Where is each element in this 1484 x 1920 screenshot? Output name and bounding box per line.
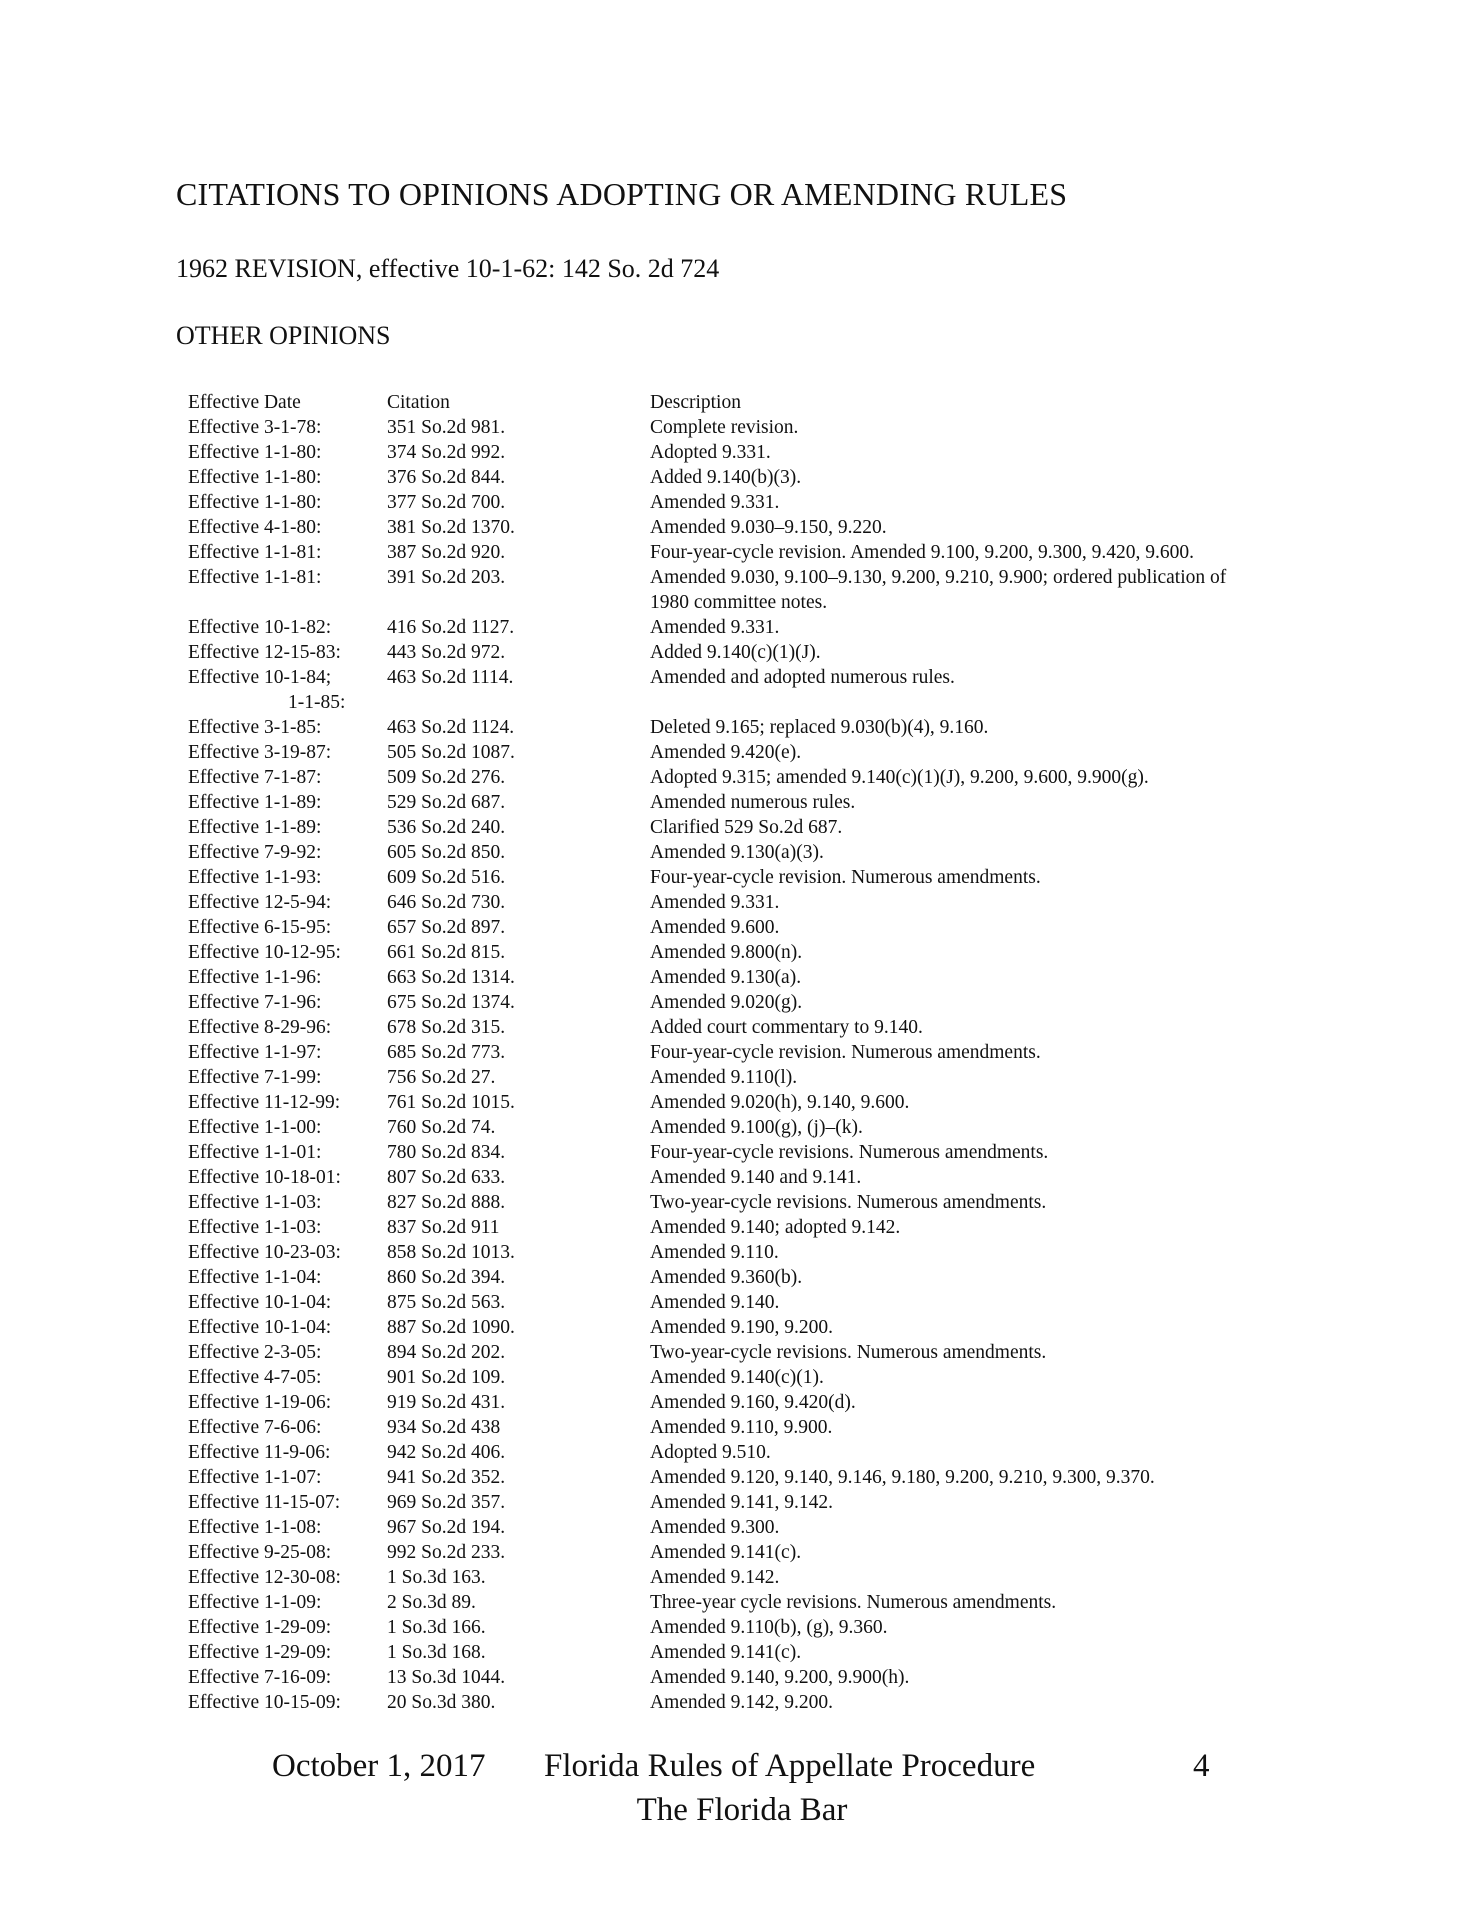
table-row [188, 940, 1348, 965]
cell-description: Four-year-cycle revisions. Numerous amendments. [650, 1142, 1049, 1163]
header-description: Description [650, 392, 741, 413]
cell-description: Amended 9.110(l). [650, 1067, 798, 1088]
cell-effective-date: Effective 1-29-09: [188, 1617, 332, 1638]
cell-description: Added 9.140(b)(3). [650, 467, 802, 488]
table-row [188, 1340, 1348, 1365]
cell-effective-date: Effective 1-1-00: [188, 1117, 322, 1138]
table-row [188, 415, 1348, 440]
cell-description: Amended numerous rules. [650, 792, 856, 813]
cell-description: Amended 9.141, 9.142. [650, 1492, 834, 1513]
cell-effective-date: Effective 7-6-06: [188, 1417, 322, 1438]
cell-description: Amended 9.030–9.150, 9.220. [650, 517, 887, 538]
cell-description: Four-year-cycle revision. Numerous amendments. [650, 867, 1041, 888]
table-row [188, 840, 1348, 865]
cell-citation: 894 So.2d 202. [387, 1342, 506, 1363]
table-row [188, 1415, 1348, 1440]
table-row [188, 790, 1348, 815]
table-row [188, 1640, 1348, 1665]
table-row [188, 465, 1348, 490]
cell-description-continued: 1980 committee notes. [650, 592, 828, 613]
table-row [188, 515, 1348, 540]
cell-effective-date: Effective 1-1-03: [188, 1217, 322, 1238]
cell-description: Amended 9.120, 9.140, 9.146, 9.180, 9.200, 9.210, 9.300, 9.370. [650, 1467, 1155, 1488]
table-row [188, 715, 1348, 740]
table-row [188, 815, 1348, 840]
cell-effective-date: Effective 4-1-80: [188, 517, 322, 538]
cell-citation: 780 So.2d 834. [387, 1142, 506, 1163]
cell-effective-date: Effective 10-1-84; [188, 667, 332, 688]
cell-description: Amended 9.800(n). [650, 942, 803, 963]
cell-description: Added 9.140(c)(1)(J). [650, 642, 821, 663]
table-row [188, 1390, 1348, 1415]
cell-citation: 657 So.2d 897. [387, 917, 506, 938]
cell-citation: 509 So.2d 276. [387, 767, 506, 788]
cell-citation: 605 So.2d 850. [387, 842, 506, 863]
table-row [188, 1215, 1348, 1240]
table-row [188, 440, 1348, 465]
cell-effective-date: Effective 1-1-89: [188, 817, 322, 838]
cell-effective-date: Effective 10-23-03: [188, 1242, 341, 1263]
cell-citation: 807 So.2d 633. [387, 1167, 506, 1188]
cell-effective-date: Effective 1-1-81: [188, 567, 322, 588]
cell-effective-date: Effective 9-25-08: [188, 1542, 332, 1563]
cell-description: Amended 9.142. [650, 1567, 780, 1588]
table-row [188, 1040, 1348, 1065]
table-row [188, 665, 1348, 690]
table-row [188, 640, 1348, 665]
cell-effective-date: Effective 7-1-99: [188, 1067, 322, 1088]
cell-citation: 678 So.2d 315. [387, 1017, 506, 1038]
cell-description: Amended 9.130(a). [650, 967, 802, 988]
cell-citation: 942 So.2d 406. [387, 1442, 506, 1463]
cell-effective-date: Effective 12-5-94: [188, 892, 332, 913]
citations-table [188, 390, 1348, 1715]
cell-description: Amended 9.360(b). [650, 1267, 803, 1288]
cell-description: Amended 9.140(c)(1). [650, 1367, 824, 1388]
table-row [188, 1115, 1348, 1140]
table-row [188, 965, 1348, 990]
table-row [188, 865, 1348, 890]
cell-description: Adopted 9.510. [650, 1442, 771, 1463]
cell-citation: 661 So.2d 815. [387, 942, 506, 963]
cell-description: Amended 9.140; adopted 9.142. [650, 1217, 901, 1238]
cell-citation: 529 So.2d 687. [387, 792, 506, 813]
cell-description: Amended 9.020(g). [650, 992, 803, 1013]
table-row [188, 1090, 1348, 1115]
cell-citation: 463 So.2d 1124. [387, 717, 515, 738]
cell-description: Amended 9.130(a)(3). [650, 842, 824, 863]
cell-description: Amended 9.331. [650, 617, 780, 638]
cell-effective-date: Effective 1-1-08: [188, 1517, 322, 1538]
cell-description: Complete revision. [650, 417, 799, 438]
cell-citation: 837 So.2d 911 [387, 1217, 500, 1238]
cell-citation: 875 So.2d 563. [387, 1292, 506, 1313]
cell-effective-date: Effective 10-12-95: [188, 942, 341, 963]
cell-effective-date: Effective 1-1-07: [188, 1467, 322, 1488]
cell-description: Amended 9.140 and 9.141. [650, 1167, 862, 1188]
cell-effective-date: Effective 11-12-99: [188, 1092, 341, 1113]
cell-description: Added court commentary to 9.140. [650, 1017, 923, 1038]
cell-citation: 1 So.3d 163. [387, 1567, 486, 1588]
cell-empty [650, 690, 1348, 715]
table-row [188, 490, 1348, 515]
cell-citation: 505 So.2d 1087. [387, 742, 515, 763]
cell-citation: 858 So.2d 1013. [387, 1242, 515, 1263]
table-row [188, 565, 1348, 590]
cell-effective-date: Effective 11-9-06: [188, 1442, 331, 1463]
table-row [188, 1240, 1348, 1265]
cell-description: Clarified 529 So.2d 687. [650, 817, 843, 838]
table-header-row [188, 390, 1348, 415]
cell-effective-date: Effective 10-1-04: [188, 1317, 332, 1338]
cell-description: Amended 9.140, 9.200, 9.900(h). [650, 1667, 910, 1688]
cell-effective-date: Effective 1-1-81: [188, 542, 322, 563]
cell-citation: 381 So.2d 1370. [387, 517, 515, 538]
table-row [188, 1315, 1348, 1340]
cell-citation: 992 So.2d 233. [387, 1542, 506, 1563]
cell-effective-date: Effective 1-1-09: [188, 1592, 322, 1613]
table-row [188, 540, 1348, 565]
table-row [188, 1490, 1348, 1515]
cell-description: Four-year-cycle revision. Numerous amendments. [650, 1042, 1041, 1063]
table-row [188, 990, 1348, 1015]
cell-effective-date: Effective 10-1-82: [188, 617, 332, 638]
cell-citation: 377 So.2d 700. [387, 492, 506, 513]
page-title: CITATIONS TO OPINIONS ADOPTING OR AMENDING RULES [176, 176, 1068, 212]
cell-citation: 1 So.3d 168. [387, 1642, 486, 1663]
cell-effective-date: Effective 1-1-04: [188, 1267, 322, 1288]
cell-citation: 663 So.2d 1314. [387, 967, 515, 988]
cell-description: Amended 9.141(c). [650, 1642, 802, 1663]
cell-citation: 609 So.2d 516. [387, 867, 506, 888]
cell-effective-date: Effective 1-19-06: [188, 1392, 332, 1413]
table-row [188, 1440, 1348, 1465]
cell-citation: 443 So.2d 972. [387, 642, 506, 663]
cell-effective-date: Effective 12-30-08: [188, 1567, 341, 1588]
table-row [188, 1665, 1348, 1690]
cell-description: Amended 9.110(b), (g), 9.360. [650, 1617, 888, 1638]
cell-description: Amended 9.141(c). [650, 1542, 802, 1563]
cell-effective-date: Effective 10-1-04: [188, 1292, 332, 1313]
cell-description: Amended 9.030, 9.100–9.130, 9.200, 9.210, 9.900; ordered publication of [650, 567, 1227, 588]
cell-description: Amended 9.140. [650, 1292, 780, 1313]
cell-citation: 941 So.2d 352. [387, 1467, 506, 1488]
cell-description: Amended 9.331. [650, 892, 780, 913]
cell-citation: 391 So.2d 203. [387, 567, 506, 588]
cell-effective-date: Effective 7-16-09: [188, 1667, 332, 1688]
cell-description: Amended 9.100(g), (j)–(k). [650, 1117, 863, 1138]
cell-citation: 901 So.2d 109. [387, 1367, 506, 1388]
cell-citation: 20 So.3d 380. [387, 1692, 496, 1713]
header-effective-date: Effective Date [188, 392, 301, 413]
table-row [188, 1615, 1348, 1640]
table-row [188, 1165, 1348, 1190]
cell-effective-date: Effective 1-1-96: [188, 967, 322, 988]
cell-citation: 387 So.2d 920. [387, 542, 506, 563]
cell-effective-date-continued: 1-1-85: [288, 692, 346, 713]
table-row [188, 740, 1348, 765]
cell-description: Amended 9.300. [650, 1517, 780, 1538]
cell-effective-date: Effective 1-1-01: [188, 1142, 322, 1163]
cell-citation: 967 So.2d 194. [387, 1517, 506, 1538]
cell-citation: 376 So.2d 844. [387, 467, 506, 488]
cell-effective-date: Effective 12-15-83: [188, 642, 341, 663]
table-row [188, 1690, 1348, 1715]
table-row [188, 1265, 1348, 1290]
cell-effective-date: Effective 7-1-87: [188, 767, 322, 788]
cell-effective-date: Effective 1-1-80: [188, 442, 322, 463]
cell-description: Amended 9.420(e). [650, 742, 802, 763]
cell-citation: 416 So.2d 1127. [387, 617, 515, 638]
cell-citation: 860 So.2d 394. [387, 1267, 506, 1288]
cell-description: Amended 9.331. [650, 492, 780, 513]
cell-empty [387, 590, 650, 615]
cell-effective-date: Effective 10-15-09: [188, 1692, 341, 1713]
table-row [188, 1365, 1348, 1390]
cell-effective-date: Effective 1-1-80: [188, 467, 322, 488]
cell-description: Two-year-cycle revisions. Numerous amendments. [650, 1192, 1047, 1213]
footer-org: The Florida Bar [636, 1792, 848, 1828]
footer-date: October 1, 2017 [272, 1748, 486, 1784]
cell-effective-date: Effective 1-1-93: [188, 867, 322, 888]
table-row [188, 1015, 1348, 1040]
cell-description: Amended 9.110. [650, 1242, 779, 1263]
cell-effective-date: Effective 7-9-92: [188, 842, 322, 863]
cell-effective-date: Effective 11-15-07: [188, 1492, 341, 1513]
table-row [188, 1190, 1348, 1215]
cell-citation: 675 So.2d 1374. [387, 992, 515, 1013]
cell-citation: 463 So.2d 1114. [387, 667, 514, 688]
table-row [188, 615, 1348, 640]
cell-description: Amended 9.142, 9.200. [650, 1692, 834, 1713]
cell-citation: 827 So.2d 888. [387, 1192, 506, 1213]
cell-citation: 685 So.2d 773. [387, 1042, 506, 1063]
cell-effective-date: Effective 3-1-85: [188, 717, 322, 738]
cell-citation: 2 So.3d 89. [387, 1592, 476, 1613]
cell-effective-date: Effective 6-15-95: [188, 917, 332, 938]
cell-effective-date: Effective 1-1-03: [188, 1192, 322, 1213]
section-heading: OTHER OPINIONS [176, 321, 391, 350]
cell-effective-date: Effective 1-1-80: [188, 492, 322, 513]
cell-description: Three-year cycle revisions. Numerous amendments. [650, 1592, 1057, 1613]
table-row [188, 890, 1348, 915]
cell-citation: 1 So.3d 166. [387, 1617, 486, 1638]
cell-citation: 887 So.2d 1090. [387, 1317, 515, 1338]
revision-line: 1962 REVISION, effective 10-1-62: 142 So. 2d 724 [176, 254, 720, 283]
cell-citation: 760 So.2d 74. [387, 1117, 496, 1138]
cell-description: Deleted 9.165; replaced 9.030(b)(4), 9.160. [650, 717, 989, 738]
cell-effective-date: Effective 1-29-09: [188, 1642, 332, 1663]
cell-citation: 969 So.2d 357. [387, 1492, 506, 1513]
cell-citation: 919 So.2d 431. [387, 1392, 506, 1413]
cell-effective-date: Effective 3-19-87: [188, 742, 332, 763]
table-row [188, 1515, 1348, 1540]
cell-empty [387, 690, 650, 715]
header-citation: Citation [387, 392, 450, 413]
cell-citation: 351 So.2d 981. [387, 417, 506, 438]
cell-citation: 536 So.2d 240. [387, 817, 506, 838]
cell-description: Amended 9.600. [650, 917, 780, 938]
cell-citation: 13 So.3d 1044. [387, 1667, 506, 1688]
cell-effective-date: Effective 7-1-96: [188, 992, 322, 1013]
table-row [188, 1140, 1348, 1165]
table-row [188, 765, 1348, 790]
cell-citation: 934 So.2d 438 [387, 1417, 501, 1438]
page-number: 4 [1193, 1748, 1210, 1784]
cell-description: Adopted 9.315; amended 9.140(c)(1)(J), 9.200, 9.600, 9.900(g). [650, 767, 1149, 788]
cell-effective-date: Effective 3-1-78: [188, 417, 322, 438]
footer [0, 1748, 1484, 1788]
table-row-continuation [188, 590, 1348, 615]
cell-description: Amended 9.190, 9.200. [650, 1317, 834, 1338]
table-row [188, 1065, 1348, 1090]
cell-description: Amended and adopted numerous rules. [650, 667, 955, 688]
table-row [188, 1540, 1348, 1565]
cell-description: Two-year-cycle revisions. Numerous amendments. [650, 1342, 1047, 1363]
table-row [188, 1565, 1348, 1590]
cell-description: Amended 9.020(h), 9.140, 9.600. [650, 1092, 910, 1113]
cell-citation: 374 So.2d 992. [387, 442, 506, 463]
table-row-continuation [188, 690, 1348, 715]
cell-effective-date: Effective 10-18-01: [188, 1167, 341, 1188]
cell-citation: 646 So.2d 730. [387, 892, 506, 913]
cell-empty [188, 590, 387, 615]
cell-citation: 761 So.2d 1015. [387, 1092, 515, 1113]
table-row [188, 1290, 1348, 1315]
cell-description: Amended 9.110, 9.900. [650, 1417, 833, 1438]
cell-effective-date: Effective 2-3-05: [188, 1342, 322, 1363]
cell-description: Four-year-cycle revision. Amended 9.100, 9.200, 9.300, 9.420, 9.600. [650, 542, 1195, 563]
table-row [188, 1590, 1348, 1615]
cell-description: Amended 9.160, 9.420(d). [650, 1392, 856, 1413]
cell-effective-date: Effective 1-1-89: [188, 792, 322, 813]
table-row [188, 1465, 1348, 1490]
cell-description: Adopted 9.331. [650, 442, 771, 463]
cell-effective-date: Effective 4-7-05: [188, 1367, 322, 1388]
cell-effective-date: Effective 1-1-97: [188, 1042, 322, 1063]
footer-title: Florida Rules of Appellate Procedure [544, 1748, 1036, 1784]
cell-effective-date: Effective 8-29-96: [188, 1017, 332, 1038]
cell-citation: 756 So.2d 27. [387, 1067, 496, 1088]
table-row [188, 915, 1348, 940]
